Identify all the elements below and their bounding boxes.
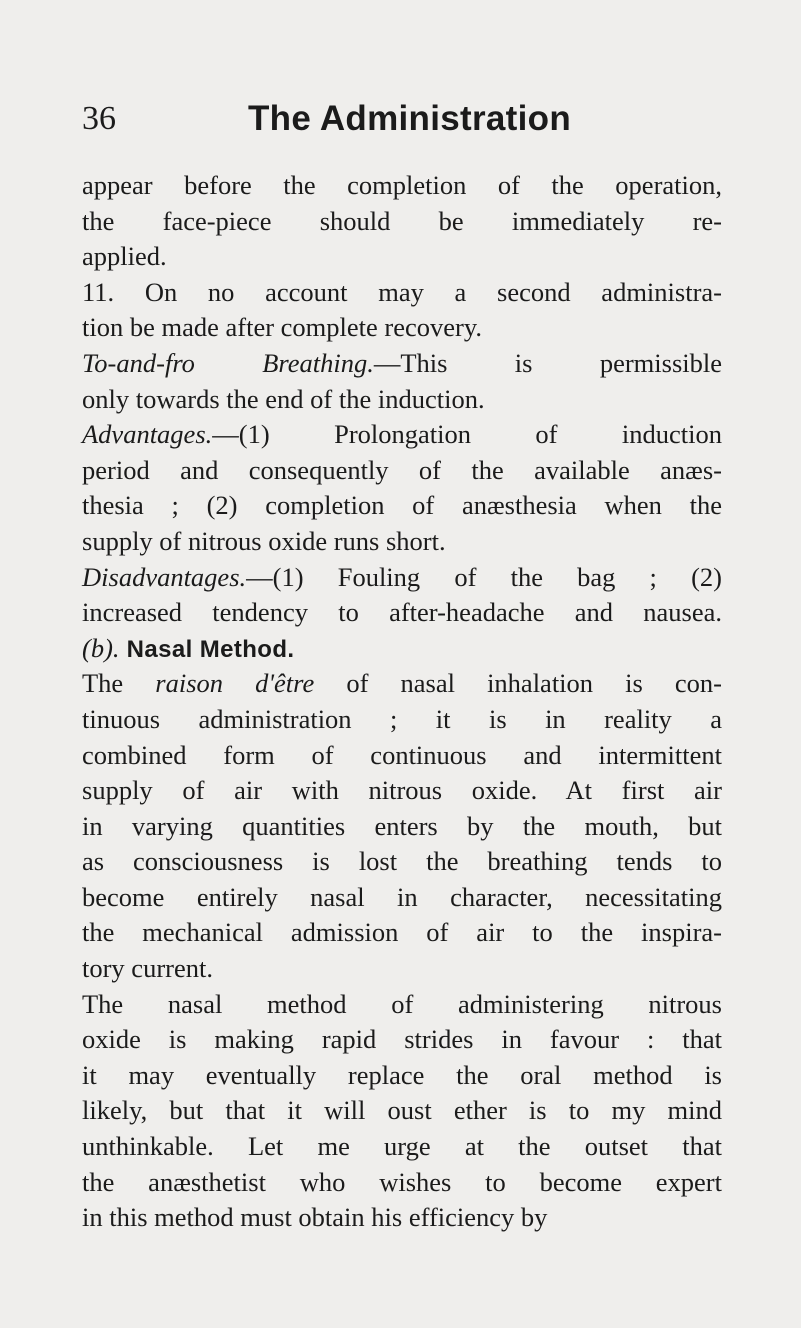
text-line: applied.	[82, 241, 167, 272]
subheading-line: Disadvantages.—(1) Fouling of the bag ; (2)	[82, 561, 722, 592]
text-line: oxide is making rapid strides in favour : that	[82, 1024, 722, 1055]
text-line: thesia ; (2) completion of anæsthesia when the	[82, 490, 722, 521]
section-heading	[82, 631, 722, 667]
subheading-italic: Advantages.	[82, 419, 213, 450]
text-line: increased tendency to after-headache and nausea.	[82, 597, 722, 628]
text-line: it may eventually replace the oral method is	[82, 1059, 722, 1090]
text-line: in varying quantities enters by the mouth, but	[82, 810, 722, 841]
text-line: appear before the completion of the operation,	[82, 170, 722, 200]
text-line: the anæsthetist who wishes to become expert	[82, 1166, 722, 1197]
text-line: tion be made after complete recovery.	[82, 312, 482, 343]
text-line: the face-piece should be immediately re-	[82, 205, 722, 236]
text-line: The nasal method of administering nitrous	[82, 988, 722, 1019]
text-line: combined form of continuous and intermittent	[82, 739, 722, 770]
section-letter: (b).	[82, 632, 120, 663]
section-title: Nasal Method.	[119, 635, 295, 663]
foreign-phrase: raison d'être	[155, 668, 315, 699]
text-line: period and consequently of the available anæs-	[82, 454, 722, 485]
page-number: 36	[82, 100, 116, 137]
text-line: tory current.	[82, 953, 213, 984]
subheading-line: Advantages.—(1) Prolongation of induction	[82, 419, 722, 450]
text-line: tinuous administration ; it is in reality a	[82, 703, 722, 734]
text-line: supply of air with nitrous oxide. At first air	[82, 775, 722, 806]
text-line: supply of nitrous oxide runs short.	[82, 525, 446, 556]
page-header	[82, 99, 722, 145]
text-line: as consciousness is lost the breathing tends to	[82, 846, 722, 877]
subheading-line: To-and-fro Breathing.—This is permissible	[82, 347, 722, 378]
text-line: become entirely nasal in character, necessitating	[82, 881, 722, 912]
subheading-italic: To-and-fro Breathing.	[82, 347, 374, 378]
running-head-title: The Administration	[248, 99, 571, 138]
body-text	[82, 168, 722, 1236]
text-line: 11. On no account may a second administra-	[82, 276, 722, 307]
subheading-italic: Disadvantages.	[82, 561, 247, 592]
text-line: in this method must obtain his efficiency by	[82, 1202, 548, 1233]
text-line: unthinkable. Let me urge at the outset that	[82, 1131, 722, 1162]
text-line: only towards the end of the induction.	[82, 383, 485, 414]
text-line: the mechanical admission of air to the inspira-	[82, 917, 722, 948]
text-line: likely, but that it will oust ether is to my mind	[82, 1095, 722, 1126]
text-line: The raison d'être of nasal inhalation is con-	[82, 668, 722, 699]
